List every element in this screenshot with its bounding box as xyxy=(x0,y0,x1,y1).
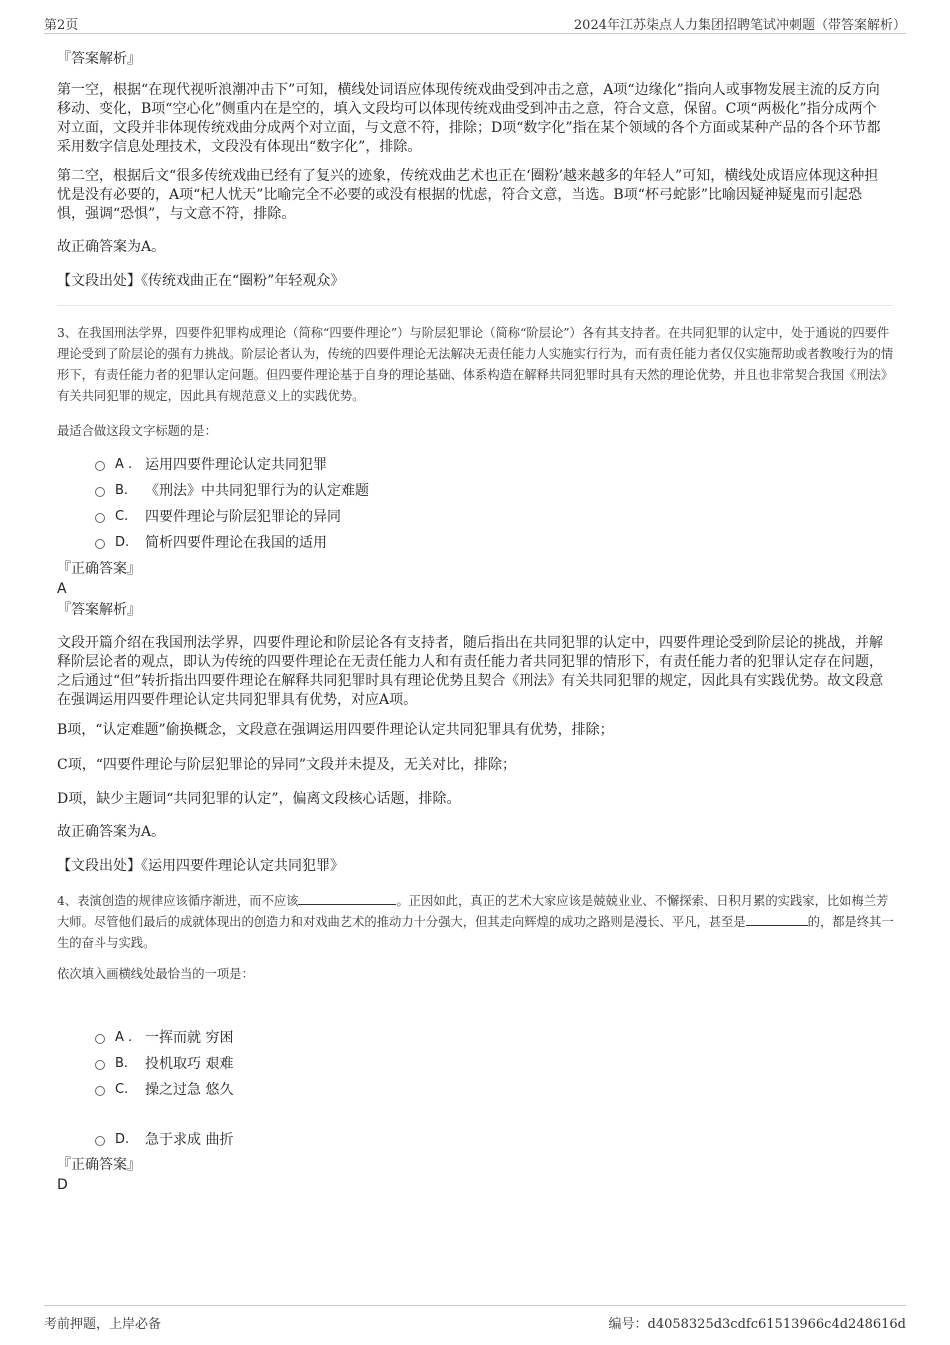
q4-option-d[interactable]: D. 急于求成 曲折 xyxy=(95,1129,233,1149)
radio-icon[interactable] xyxy=(95,1034,105,1044)
q3-analysis-c: C项，“四要件理论与阶层犯罪论的异同”文段并未提及，无关对比，排除； xyxy=(57,757,517,773)
radio-icon[interactable] xyxy=(95,1060,105,1070)
q3-analysis-b: B项，“认定难题”偷换概念，文段意在强调运用四要件理论认定共同犯罪具有优势，排除； xyxy=(57,722,614,738)
q3-conclusion: 故正确答案为A。 xyxy=(57,824,166,840)
q2-analysis-para2: 第二空，根据后文“很多传统戏曲已经有了复兴的迹象，传统戏曲艺术也正在‘圈粉’越来越多的年轻人”可知，横线处成语应体现这种担忧是没有必要的，A项“杞人忧天”比喻完全不必要的或没有根据的忧虑，符合文意，当选。B项“杯弓蛇影”比喻因疑神疑鬼而引起恐惧，强调“恐惧”，与文意不符，排除。 xyxy=(57,168,879,222)
radio-icon[interactable] xyxy=(95,539,105,549)
q3-analysis-label: 『答案解析』 xyxy=(57,602,141,618)
page-number: 第2页 xyxy=(44,18,79,33)
footer-id: 编号：d4058325d3cdfc61513966c4d248616d xyxy=(608,1317,906,1332)
q3-prompt: 最适合做这段文字标题的是： xyxy=(57,424,217,438)
radio-icon[interactable] xyxy=(95,487,105,497)
footer-slogan: 考前押题，上岸必备 xyxy=(44,1317,162,1332)
radio-icon[interactable] xyxy=(95,1086,105,1096)
q3-option-d[interactable]: D. 简析四要件理论在我国的适用 xyxy=(95,532,327,552)
q3-option-b[interactable]: B. 《刑法》中共同犯罪行为的认定难题 xyxy=(95,480,369,500)
radio-icon[interactable] xyxy=(95,461,105,471)
blank-2 xyxy=(746,913,808,926)
q2-source: 【文段出处】《传统戏曲正在“圈粉”年轻观众》 xyxy=(57,273,345,289)
radio-icon[interactable] xyxy=(95,513,105,523)
section-divider xyxy=(57,305,893,306)
q4-stem: 4、表演创造的规律应该循序渐进，而不应该 。正因如此，真正的艺术大家应该是兢兢业业、不懈探索、日积月累的实践家，比如梅兰芳大师。尽管他们最后的成就体现出的创造力和对戏曲艺术的推动力十分强大，但其走向辉煌的成功之路则是漫长、平凡，甚至是 的，都是终其一生的奋斗与实践。 xyxy=(57,894,894,950)
radio-icon[interactable] xyxy=(95,1136,105,1146)
header-rule xyxy=(44,33,906,34)
q3-source: 【文段出处】《运用四要件理论认定共同犯罪》 xyxy=(57,858,344,874)
q4-answer-label: 『正确答案』 xyxy=(57,1157,141,1173)
q4-option-a[interactable]: A . 一挥而就 穷困 xyxy=(95,1027,233,1047)
q4-answer: D xyxy=(57,1177,68,1193)
q3-analysis-d: D项，缺少主题词“共同犯罪的认定”，偏离文段核心话题，排除。 xyxy=(57,791,461,807)
q3-analysis-para1: 文段开篇介绍在我国刑法学界，四要件理论和阶层论各有支持者，随后指出在共同犯罪的认定中，四要件理论受到阶层论的挑战，并解释阶层论者的观点，即认为传统的四要件理论在无责任能力人和有责任能力者共同犯罪的情形下，有责任能力者的犯罪认定存在问题，之后通过“但”转折指出四要件理论在解释共同犯罪时具有理论优势且契合《刑法》有关共同犯罪的规定，因此具有实践优势。故文段意在强调运用四要件理论认定共同犯罪具有优势，对应A项。 xyxy=(57,635,884,708)
q4-prompt: 依次填入画横线处最恰当的一项是： xyxy=(57,967,254,981)
document-title: 2024年江苏柒点人力集团招聘笔试冲刺题（带答案解析） xyxy=(573,18,906,33)
q2-conclusion: 故正确答案为A。 xyxy=(57,239,166,255)
q4-option-b[interactable]: B. 投机取巧 艰难 xyxy=(95,1053,233,1073)
q3-answer: A xyxy=(57,581,67,597)
q3-option-c[interactable]: C. 四要件理论与阶层犯罪论的异同 xyxy=(95,506,341,526)
q3-answer-label: 『正确答案』 xyxy=(57,561,141,577)
q2-analysis-para1: 第一空，根据“在现代视听浪潮冲击下”可知，横线处词语应体现传统戏曲受到冲击之意，A项“边缘化”指向人或事物发展主流的反方向移动、变化，B项“空心化”侧重内在是空的，填入文段均可以体现传统戏曲受到冲击之意，符合文意，保留。C项“两极化”指分成两个对立面，文段并非体现传统戏曲分成两个对立面，与文意不符，排除；D项“数字化”指在某个领域的各个方面或某种产品的各个环节都采用数字信息处理技术，文段没有体现出“数字化”，排除。 xyxy=(57,82,881,155)
q2-analysis-label: 『答案解析』 xyxy=(57,51,141,67)
footer-rule xyxy=(44,1305,906,1306)
q4-option-c[interactable]: C. 操之过急 悠久 xyxy=(95,1079,233,1099)
blank-1 xyxy=(298,892,396,905)
q3-option-a[interactable]: A . 运用四要件理论认定共同犯罪 xyxy=(95,454,327,474)
q3-stem: 3、在我国刑法学界，四要件犯罪构成理论（简称“四要件理论”）与阶层犯罪论（简称“阶层论”）各有其支持者。在共同犯罪的认定中，处于通说的四要件理论受到了阶层论的强有力挑战。阶层论者认为，传统的四要件理论无法解决无责任能力人实施实行行为，而有责任能力者仅仅实施帮助或者教唆行为的情形下，有责任能力者的犯罪认定问题。但四要件理论基于自身的理论基础、体系构造在解释共同犯罪时具有天然的理论优势，并且也非常契合我国《刑法》有关共同犯罪的规定，因此具有规范意义上的实践优势。 xyxy=(57,326,894,403)
